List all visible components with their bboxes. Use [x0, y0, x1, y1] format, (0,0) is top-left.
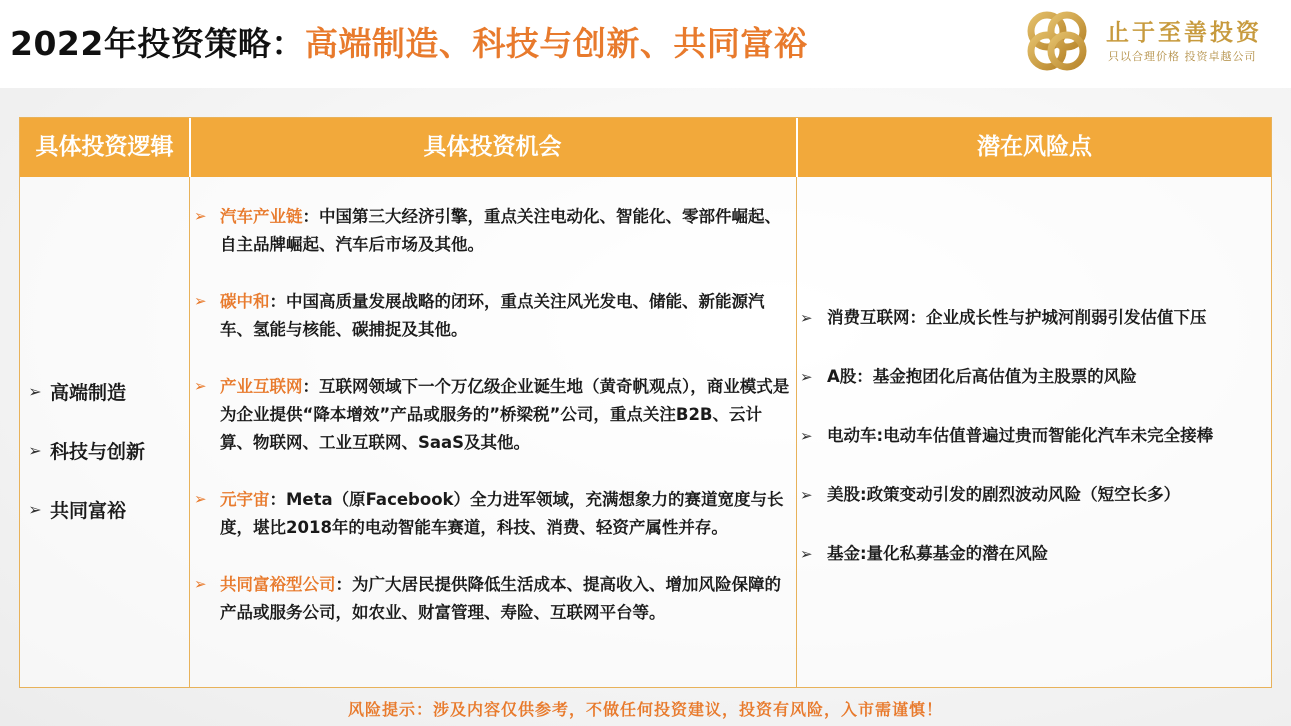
arrow-bullet-icon: ➢: [800, 427, 813, 445]
list-item: [796, 363, 1273, 422]
logic-label: 科技与创新: [50, 441, 146, 463]
risk-disclaimer: 风险提示：涉及内容仅供参考，不做任何投资建议，投资有风险，入市需谨慎！: [347, 700, 943, 719]
strategy-table: [19, 117, 1272, 688]
arrow-bullet-icon: ➢: [28, 441, 42, 460]
opportunity-key: 元宇宙: [220, 490, 270, 509]
arrow-bullet-icon: ➢: [194, 490, 207, 508]
risk-text: 电动车:电动车估值普遍过贵而智能化汽车未完全接棒: [827, 426, 1214, 445]
arrow-bullet-icon: ➢: [800, 545, 813, 563]
arrow-bullet-icon: ➢: [194, 207, 207, 225]
arrow-bullet-icon: ➢: [28, 500, 42, 519]
arrow-bullet-icon: ➢: [28, 382, 42, 401]
risk-text: 消费互联网：企业成长性与护城河削弱引发估值下压: [827, 308, 1207, 327]
risk-text: A股：基金抱团化后高估值为主股票的风险: [827, 367, 1137, 386]
opportunity-text: ：中国高质量发展战略的闭环，重点关注风光发电、储能、新能源汽车、氢能与核能、碳捕捉及其他。: [220, 292, 765, 339]
header-divider: [796, 118, 798, 177]
arrow-bullet-icon: ➢: [194, 575, 207, 593]
opportunity-text: ：Meta（原Facebook）全力进军领域，充满想象力的赛道宽度与长度，堪比2018年的电动智能车赛道，科技、消费、轻资产属性并存。: [220, 490, 784, 537]
arrow-bullet-icon: ➢: [800, 368, 813, 386]
list-item: [796, 422, 1273, 481]
risk-text: 基金:量化私募基金的潜在风险: [827, 544, 1049, 563]
arrow-bullet-icon: ➢: [194, 292, 207, 310]
interlocked-rings-logo-icon: [1022, 6, 1092, 76]
arrow-bullet-icon: ➢: [800, 309, 813, 327]
list-item: [20, 421, 189, 480]
header-logic: 具体投资逻辑: [35, 134, 174, 160]
risk-text: 美股:政策变动引发的剧烈波动风险（短空长多）: [827, 485, 1181, 504]
table-header-row: [20, 118, 1271, 177]
company-logo: [1022, 6, 1284, 76]
list-item: [189, 288, 796, 344]
opportunity-text: ：为广大居民提供降低生活成本、提高收入、增加风险保障的产品或服务公司，如农业、财富管理、寿险、互联网平台等。: [220, 575, 781, 622]
opportunity-list: [189, 203, 796, 656]
list-item: [796, 481, 1273, 540]
title-highlight: 高端制造、科技与创新、共同富裕: [304, 24, 808, 63]
title-prefix: 2022年投资策略：: [10, 24, 305, 63]
header-divider: [189, 118, 191, 177]
opportunity-key: 共同富裕型公司: [220, 575, 336, 594]
logic-label: 共同富裕: [50, 500, 127, 522]
logo-name: 止于至善投资: [1106, 20, 1262, 46]
risk-list: [796, 304, 1273, 599]
header: [0, 0, 1291, 88]
opportunity-text: ：中国第三大经济引擎，重点关注电动化、智能化、零部件崛起、自主品牌崛起、汽车后市场及其他。: [220, 207, 781, 254]
list-item: [796, 304, 1273, 363]
list-item: [20, 480, 189, 539]
list-item: [20, 362, 189, 421]
logic-label: 高端制造: [50, 382, 127, 404]
list-item: [189, 203, 796, 259]
list-item: [189, 571, 796, 627]
list-item: [189, 486, 796, 542]
page-title: [10, 18, 807, 65]
header-risks: 潜在风险点: [977, 134, 1092, 160]
arrow-bullet-icon: ➢: [194, 377, 207, 395]
list-item: [796, 540, 1273, 599]
opportunity-text: ：互联网领域下一个万亿级企业诞生地（黄奇帆观点），商业模式是为企业提供“降本增效”产品或服务的”桥梁税”公司，重点关注B2B、云计算、物联网、工业互联网、SaaS及其他。: [220, 377, 790, 452]
list-item: [189, 373, 796, 457]
logo-slogan: 只以合理价格 投资卓越公司: [1108, 50, 1257, 63]
opportunity-key: 碳中和: [220, 292, 270, 311]
logic-list: [20, 362, 189, 539]
opportunity-key: 产业互联网: [220, 377, 303, 396]
opportunity-key: 汽车产业链: [220, 207, 303, 226]
arrow-bullet-icon: ➢: [800, 486, 813, 504]
header-opportunities: 具体投资机会: [423, 134, 562, 160]
